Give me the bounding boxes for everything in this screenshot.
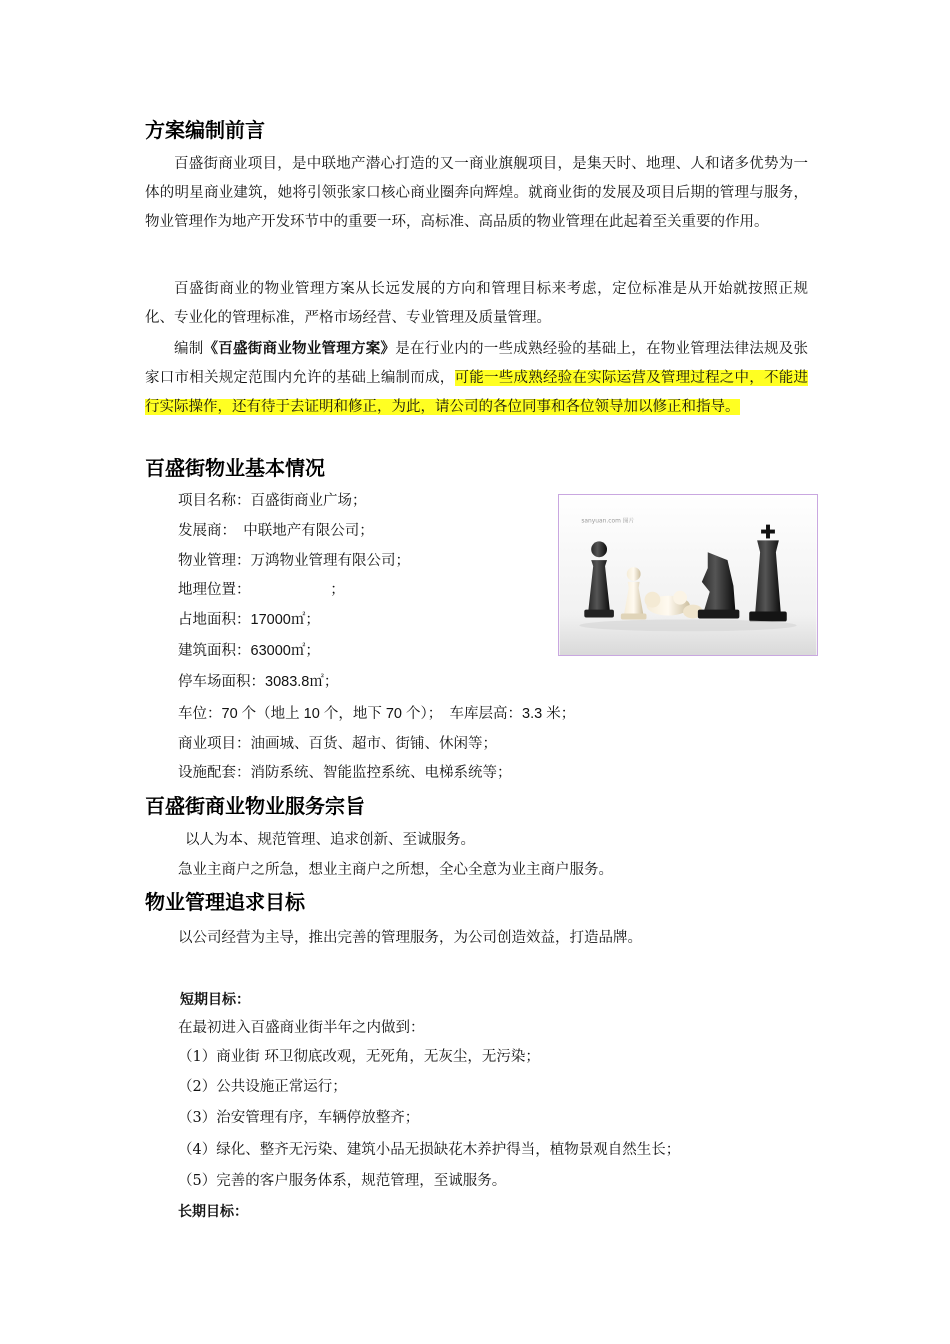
heading-basic: 百盛街物业基本情况 (145, 456, 325, 480)
short-term-intro: 在最初进入百盛商业街半年之内做到： (178, 1020, 425, 1036)
basic-item: 建筑面积：63000㎡； (178, 643, 320, 659)
basic-item: 占地面积：17000㎡； (178, 612, 320, 628)
preface-paragraph-3 (145, 334, 808, 422)
short-term-item: （4）绿化、整齐无污染、建筑小品无损缺花木养护得当，植物景观自然生长； (178, 1142, 681, 1158)
basic-item: 商业项目：油画城、百货、超市、街铺、休闲等； (178, 736, 497, 752)
chess-pieces-photo (558, 494, 818, 656)
purpose-line-2: 急业主商户之所急，想业主商户之所想，全心全意为业主商户服务。 (178, 862, 613, 878)
purpose-line-1: 以人为本、规范管理、追求创新、至诚服务。 (185, 832, 475, 848)
basic-item: 物业管理：万鸿物业管理有限公司； (178, 553, 410, 569)
goals-intro: 以公司经营为主导，推出完善的管理服务，为公司创造效益，打造品牌。 (178, 930, 642, 946)
basic-item: 项目名称：百盛街商业广场； (178, 493, 367, 509)
long-term-heading: 长期目标： (178, 1204, 248, 1220)
short-term-heading: 短期目标： (180, 992, 250, 1008)
p3-middle: 是在行业内的一些成熟经验的基础上，在物业管理法律法规及张家口市相关规定范围内允许的基础上编制而成， (145, 341, 808, 386)
heading-preface: 方案编制前言 (145, 118, 265, 142)
short-term-item: （3）治安管理有序，车辆停放整齐； (178, 1110, 420, 1126)
basic-item: 车位：70 个（地上 10 个，地下 70 个）； 车库层高：3.3 米； (178, 706, 576, 722)
basic-item: 设施配套：消防系统、智能监控系统、电梯系统等； (178, 765, 512, 781)
preface-paragraph-2: 百盛街商业的物业管理方案从长远发展的方向和管理目标来考虑，定位标准是从开始就按照正规化、专业化的管理标准，严格市场经营、专业管理及质量管理。 (145, 281, 808, 326)
short-term-item: （1）商业街 环卫彻底改观，无死角，无灰尘，无污染； (178, 1049, 540, 1065)
heading-purpose: 百盛街商业物业服务宗旨 (145, 794, 365, 818)
short-term-item: （2）公共设施正常运行； (178, 1079, 347, 1095)
p3-prefix: 编制 (174, 341, 204, 357)
highlighted-text: 可能一些成熟经验在实际运营及管理过程之中，不能进行实际操作，还有待于去证明和修正，为此，请公司的各位同事和各位领导加以修正和指导。 (145, 370, 809, 415)
plan-title: 《百盛街商业物业管理方案》 (203, 340, 396, 357)
short-term-item: （5）完善的客户服务体系，规范管理，至诚服务。 (178, 1173, 507, 1189)
basic-item: 停车场面积：3083.8㎡； (178, 674, 339, 690)
photo-watermark: sanyuan.com 图片 (581, 518, 635, 525)
heading-goals: 物业管理追求目标 (145, 890, 305, 914)
basic-item: 地理位置： ； (178, 582, 345, 598)
preface-paragraph-1: 百盛街商业项目，是中联地产潜心打造的又一商业旗舰项目，是集天时、地理、人和诸多优势为一体的明星商业建筑，她将引领张家口核心商业圈奔向辉煌。就商业街的发展及项目后期的管理与服务，物业管理作为地产开发环节中的重要一环，高标准、高品质的物业管理在此起着至关重要的作用。 (145, 156, 808, 230)
basic-item: 发展商： 中联地产有限公司； (178, 523, 374, 539)
